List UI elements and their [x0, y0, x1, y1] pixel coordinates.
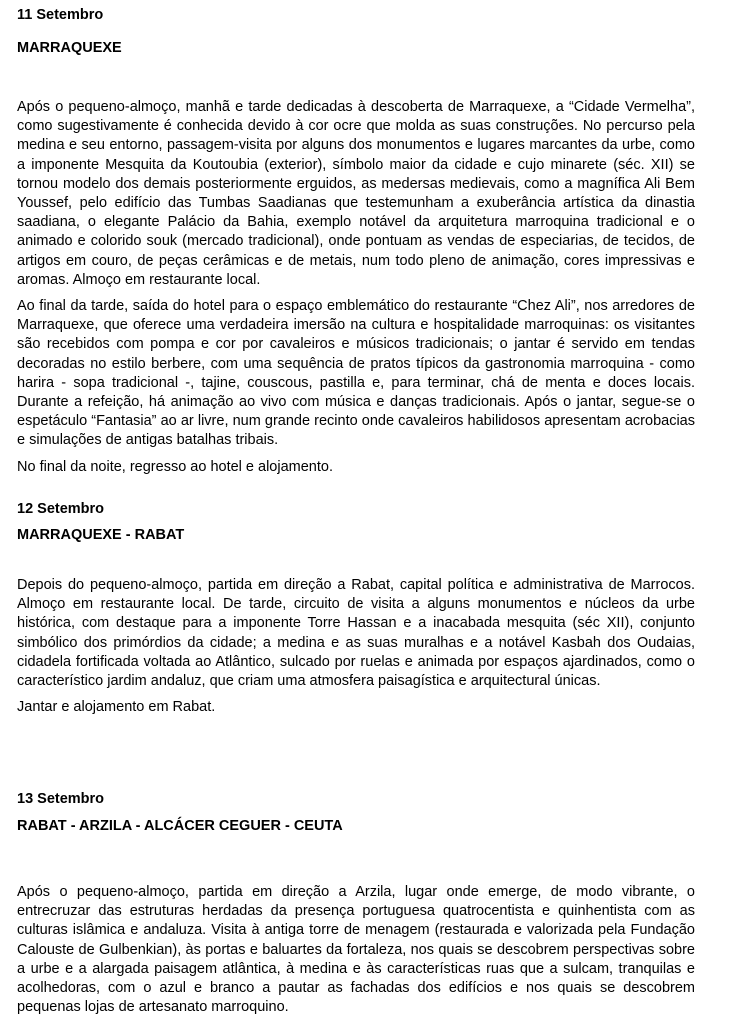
- day-section-11-setembro: [17, 5, 695, 477]
- day-date: 12 Setembro: [17, 501, 105, 517]
- day-paragraph: Depois do pequeno-almoço, partida em direção a Rabat, capital política e administrativa de Marrocos. Almoço em restaurante local. De tarde, circuito de visita a alguns monumentos e núcleos da urbe histórica, com destaque para a imponente Torre Hassan e a inacabada mesquita (séc XII), conjunto simbólico dos primórdios da cidade; a medina e as suas muralhas e a notável Kasbah dos Oudaias, cidadela fortificada voltada ao Atlântico, sulcado por ruelas e animada por espaços ajardinados, como o característico jardim andaluz, que criam uma atmosfera paisagística e arquitectural únicas.: [17, 577, 695, 690]
- day-paragraph: No final da noite, regresso ao hotel e alojamento.: [17, 458, 333, 475]
- day-paragraph: Ao final da tarde, saída do hotel para o espaço emblemático do restaurante “Chez Ali”, nos arredores de Marraquexe, que oferece uma verdadeira imersão na cultura e hospitalidade marroquinas: os visitantes são recebidos com pompa e cor por cavaleiros e músicos tradicionais; o jantar é servido em tendas decoradas no estilo berbere, com uma sequência de pratos típicos da gastronomia marroquina - como harira - sopa tradicional -, tajine, couscous, pastilla e, para terminar, chá de menta e doces locais. Durante a refeição, há animação ao vivo com música e danças tradicionais. Após o jantar, segue-se o espetáculo “Fantasia” ao ar livre, num grande recinto onde cavaleiros habilidosos apresentam acrobacias e simulações de antigas batalhas tribais.: [17, 298, 695, 449]
- day-title: MARRAQUEXE - RABAT: [17, 527, 185, 543]
- day-paragraph: Jantar e alojamento em Rabat.: [17, 699, 216, 716]
- day-section-12-setembro: [17, 499, 695, 717]
- day-date: 11 Setembro: [17, 7, 104, 23]
- day-section-13-setembro: [17, 789, 695, 1017]
- day-paragraph: Após o pequeno-almoço, manhã e tarde dedicadas à descoberta de Marraquexe, a “Cidade Vermelha”, como sugestivamente é conhecida devido à cor ocre que molda as suas construções. No percurso pela medina e seu entorno, passagem-visita por alguns dos monumentos e lugares marcantes da urbe, como a imponente Mesquita da Koutoubia (exterior), símbolo maior da cidade e cujo minarete (séc. XII) se tornou modelo dos demais posteriormente erguidos, as medersas medievais, como a magnífica Ali Bem Youssef, pelo edifício das Tumbas Saadianas que testemunham a exuberância artística da dinastia saadiana, o elegante Palácio da Bahia, exemplo notável da arquitetura marroquina tradicional e o animado e colorido souk (mercado tradicional), onde pontuam as vendas de especiarias, de tecidos, de artigos em couro, de peças cerâmicas e de metais, num todo pleno de animação, cores impressivas e aromas. Almoço em restaurante local.: [17, 99, 695, 288]
- day-paragraph: Após o pequeno-almoço, partida em direção a Arzila, lugar onde emerge, de modo vibrante, o entrecruzar das estruturas herdadas da presença portuguesa quatrocentista e quinhentista com as culturas islâmica e andaluza. Visita à antiga torre de menagem (restaurada e valorizada pela Fundação Calouste de Gulbenkian), às portas e baluartes da fortaleza, nos quais se descobrem perspectivas sobre a urbe e a alargada paisagem atlântica, à medina e às características ruas que a sulcam, tranquilas e acolhedoras, com o azul e branco a pautar as fachadas dos edifícios e nos quais se descobrem pequenas lojas de artesanato marroquino.: [17, 884, 695, 1016]
- day-date: 13 Setembro: [17, 791, 105, 807]
- day-title: RABAT - ARZILA - ALCÁCER CEGUER - CEUTA: [17, 818, 343, 834]
- day-title: MARRAQUEXE: [17, 40, 122, 56]
